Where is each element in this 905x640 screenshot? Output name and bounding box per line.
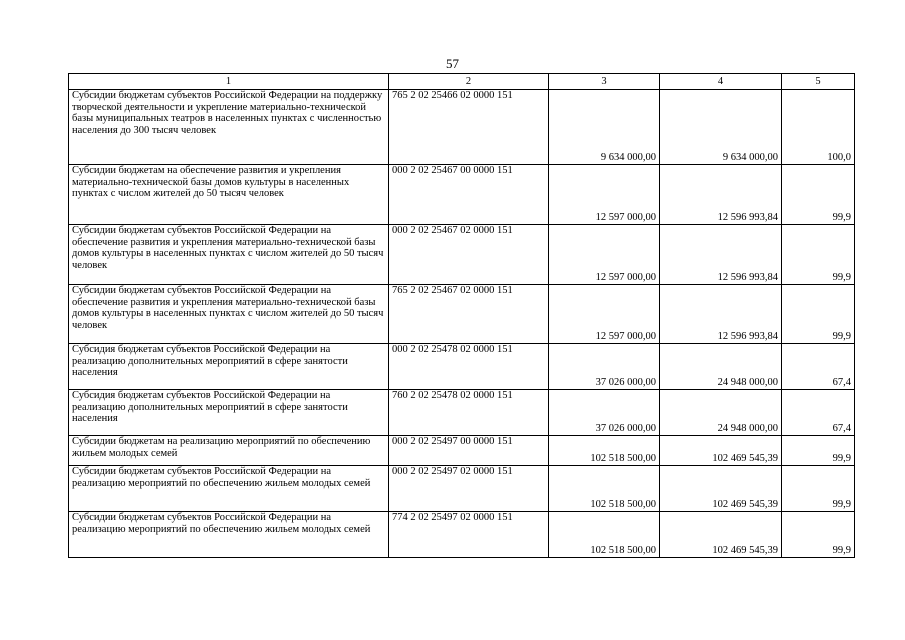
- table-row: [69, 512, 855, 558]
- row-name: Субсидии бюджетам субъектов Российской Федерации на обеспечение развития и укрепления материально-технической базы домов культуры в населенных пунктах с числом жителей до 50 тысяч человек: [69, 225, 389, 285]
- row-code: 000 2 02 25497 02 0000 151: [389, 466, 549, 512]
- row-name: Субсидии бюджетам субъектов Российской Федерации на реализацию мероприятий по обеспечению жильем молодых семей: [69, 512, 389, 558]
- row-approved: 102 518 500,00: [549, 466, 660, 512]
- table-row: [69, 285, 855, 344]
- table-row: [69, 436, 855, 466]
- row-executed: 12 596 993,84: [660, 225, 782, 285]
- row-code: 000 2 02 25467 02 0000 151: [389, 225, 549, 285]
- row-name: Субсидия бюджетам субъектов Российской Федерации на реализацию дополнительных мероприятий в сфере занятости населения: [69, 344, 389, 390]
- table-row: [69, 390, 855, 436]
- row-approved: 12 597 000,00: [549, 165, 660, 225]
- row-executed: 24 948 000,00: [660, 344, 782, 390]
- row-approved: 102 518 500,00: [549, 512, 660, 558]
- row-code: 000 2 02 25478 02 0000 151: [389, 344, 549, 390]
- column-header-3: 3: [549, 74, 660, 90]
- row-name: Субсидии бюджетам субъектов Российской Федерации на обеспечение развития и укрепления материально-технической базы домов культуры в населенных пунктах с числом жителей до 50 тысяч человек: [69, 285, 389, 344]
- row-code: 765 2 02 25466 02 0000 151: [389, 90, 549, 165]
- row-percent: 99,9: [782, 512, 855, 558]
- row-approved: 12 597 000,00: [549, 225, 660, 285]
- row-code: 774 2 02 25497 02 0000 151: [389, 512, 549, 558]
- row-approved: 37 026 000,00: [549, 344, 660, 390]
- row-approved: 9 634 000,00: [549, 90, 660, 165]
- column-header-1: 1: [69, 74, 389, 90]
- row-approved: 102 518 500,00: [549, 436, 660, 466]
- row-percent: 99,9: [782, 285, 855, 344]
- row-executed: 12 596 993,84: [660, 165, 782, 225]
- table-row: [69, 225, 855, 285]
- row-percent: 99,9: [782, 165, 855, 225]
- row-code: 000 2 02 25497 00 0000 151: [389, 436, 549, 466]
- header-row: [69, 74, 855, 90]
- row-code: 760 2 02 25478 02 0000 151: [389, 390, 549, 436]
- row-percent: 67,4: [782, 390, 855, 436]
- column-header-4: 4: [660, 74, 782, 90]
- column-header-2: 2: [389, 74, 549, 90]
- row-percent: 67,4: [782, 344, 855, 390]
- row-percent: 99,9: [782, 225, 855, 285]
- row-percent: 99,9: [782, 466, 855, 512]
- row-name: Субсидии бюджетам на обеспечение развития и укрепления материально-технической базы домов культуры в населенных пунктах с числом жителей до 50 тысяч человек: [69, 165, 389, 225]
- row-name: Субсидии бюджетам субъектов Российской Федерации на реализацию мероприятий по обеспечению жильем молодых семей: [69, 466, 389, 512]
- row-code: 765 2 02 25467 02 0000 151: [389, 285, 549, 344]
- column-header-5: 5: [782, 74, 855, 90]
- row-executed: 102 469 545,39: [660, 512, 782, 558]
- table-row: [69, 90, 855, 165]
- row-code: 000 2 02 25467 00 0000 151: [389, 165, 549, 225]
- row-name: Субсидии бюджетам субъектов Российской Федерации на поддержку творческой деятельности и укрепление материально-технической базы муниципальных театров в населенных пунктах с численностью населения до 300 тысяч человек: [69, 90, 389, 165]
- row-executed: 9 634 000,00: [660, 90, 782, 165]
- row-executed: 102 469 545,39: [660, 436, 782, 466]
- table-row: [69, 344, 855, 390]
- row-percent: 99,9: [782, 436, 855, 466]
- row-name: Субсидии бюджетам на реализацию мероприятий по обеспечению жильем молодых семей: [69, 436, 389, 466]
- table-row: [69, 165, 855, 225]
- budget-table: [68, 73, 855, 558]
- row-approved: 12 597 000,00: [549, 285, 660, 344]
- row-executed: 12 596 993,84: [660, 285, 782, 344]
- row-executed: 102 469 545,39: [660, 466, 782, 512]
- row-percent: 100,0: [782, 90, 855, 165]
- row-approved: 37 026 000,00: [549, 390, 660, 436]
- row-executed: 24 948 000,00: [660, 390, 782, 436]
- page-number: 57: [446, 56, 459, 71]
- row-name: Субсидия бюджетам субъектов Российской Федерации на реализацию дополнительных мероприятий в сфере занятости населения: [69, 390, 389, 436]
- table-row: [69, 466, 855, 512]
